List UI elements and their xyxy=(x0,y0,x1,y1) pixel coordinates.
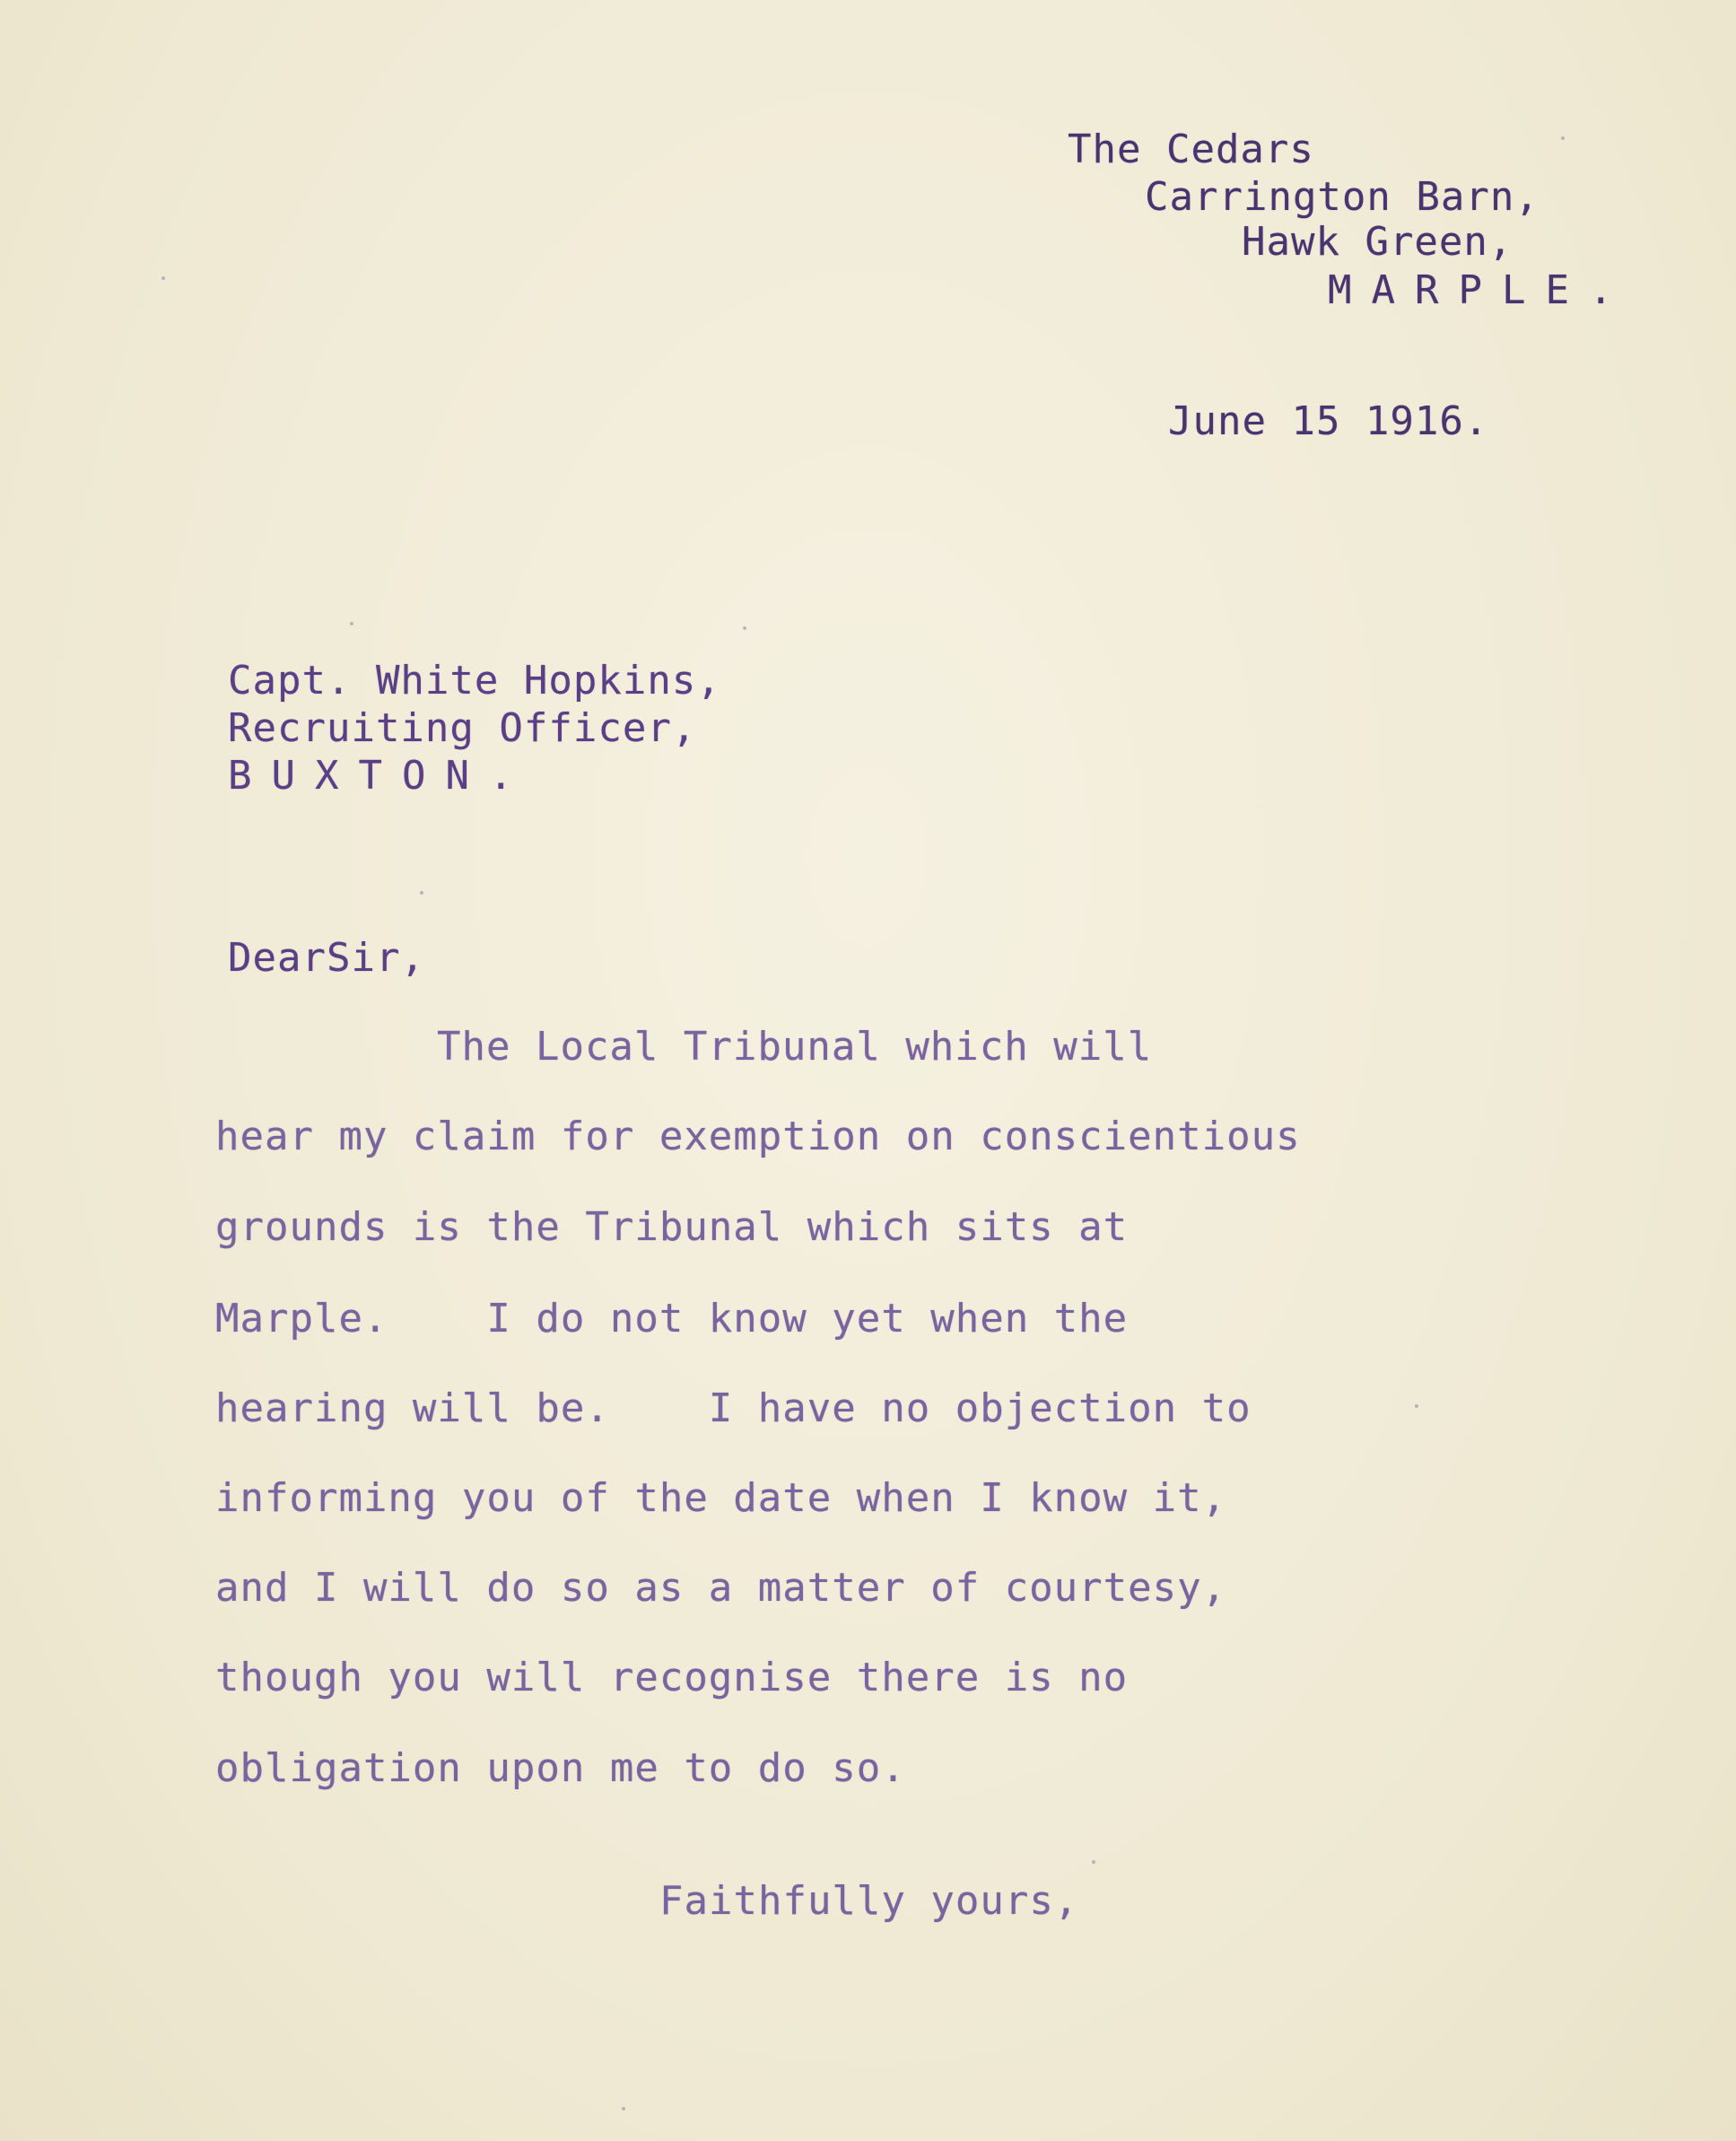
paper-speck xyxy=(161,276,165,280)
paper-speck xyxy=(420,891,423,895)
body-line: informing you of the date when I know it, xyxy=(215,1475,1227,1521)
body-line: hearing will be. I have no objection to xyxy=(215,1385,1252,1431)
body-line: The Local Tribunal which will xyxy=(437,1024,1153,1070)
letter-date: June 15 1916. xyxy=(1168,398,1489,444)
paper-speck xyxy=(350,622,353,625)
body-line: Marple. I do not know yet when the xyxy=(215,1296,1129,1341)
sender-address-town: MARPLE. xyxy=(1328,267,1633,313)
paper-speck xyxy=(1415,1404,1418,1408)
body-line: obligation upon me to do so. xyxy=(215,1745,906,1791)
sender-address-line: Hawk Green, xyxy=(1242,219,1514,265)
salutation: DearSir, xyxy=(228,935,425,981)
paper-speck xyxy=(622,2107,625,2110)
body-line: though you will recognise there is no xyxy=(215,1655,1129,1700)
body-line: and I will do so as a matter of courtesy, xyxy=(215,1565,1227,1611)
recipient-line: Capt. White Hopkins, xyxy=(228,658,721,703)
body-line: hear my claim for exemption on conscientious xyxy=(215,1114,1301,1159)
recipient-town: BUXTON. xyxy=(228,753,533,799)
sender-address-line: The Cedars xyxy=(1068,127,1314,172)
paper-speck xyxy=(1092,1860,1095,1864)
closing: Faithfully yours, xyxy=(659,1878,1079,1924)
paper-speck xyxy=(743,626,746,630)
body-line: grounds is the Tribunal which sits at xyxy=(215,1204,1129,1250)
recipient-line: Recruiting Officer, xyxy=(228,705,697,751)
sender-address-line: Carrington Barn, xyxy=(1145,174,1540,220)
paper-speck xyxy=(1561,136,1565,140)
